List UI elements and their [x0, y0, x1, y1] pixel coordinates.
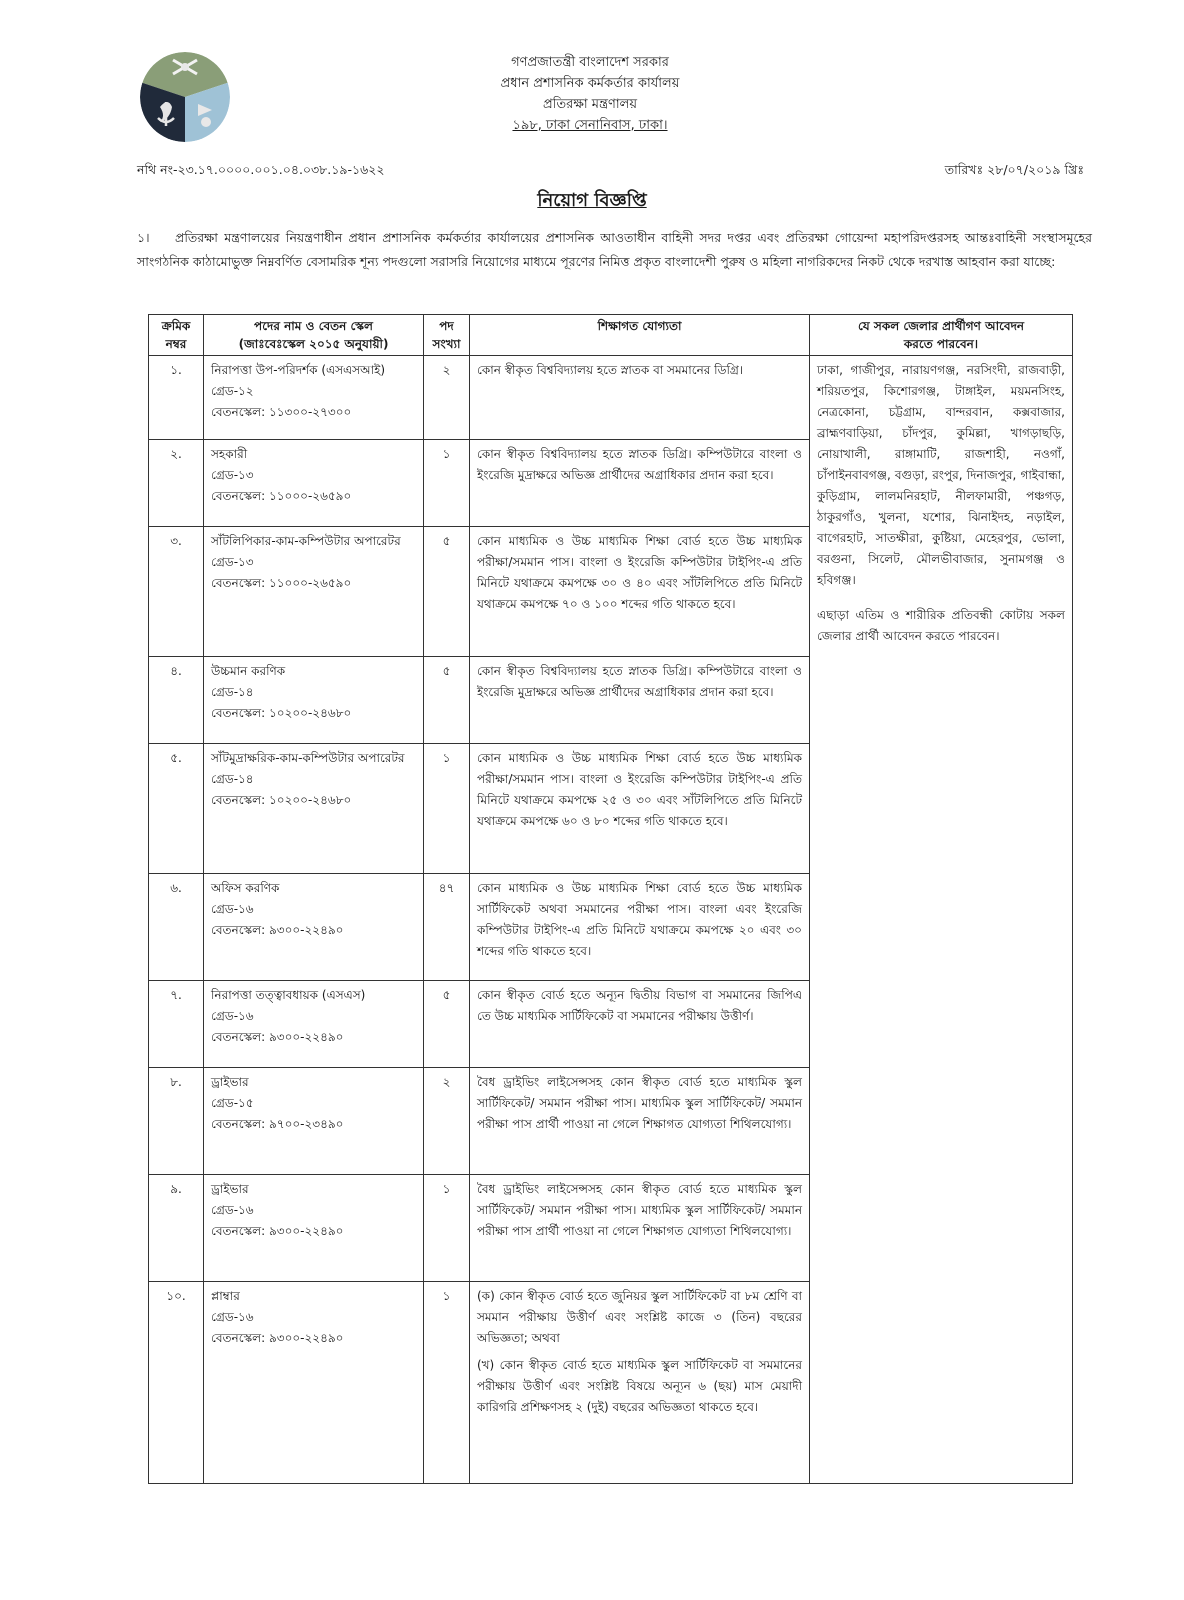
row-education: [470, 527, 810, 657]
education-text: কোন স্বীকৃত বিশ্ববিদ্যালয় হতে স্নাতক ডিগ্রি। কম্পিউটারে বাংলা ও ইংরেজি মুদ্রাক্ষরে অভিজ্ঞ প্রার্থীদের অগ্রাধিকার প্রদান করা হবে।: [477, 664, 802, 699]
row-post: [204, 356, 424, 440]
header-text: যে সকল জেলার প্রার্থীগণ আবেদন: [857, 319, 1025, 333]
post-grade: গ্রেড-১৩: [211, 555, 254, 569]
row-post: [204, 1068, 424, 1175]
header-text: সংখ্যা: [432, 337, 461, 351]
intro-text: প্রতিরক্ষা মন্ত্রণালয়ের নিয়ন্ত্রণাধীন প্রধান প্রশাসনিক কর্মকর্তার কার্যালয়ের প্রশাসনিক আওতাধীন বাহিনী সদর দপ্তর এবং প্রতিরক্ষা গোয়েন্দা মহাপরিদপ্তরসহ আন্তঃবাহিনী সংস্থাসমূহের সাংগঠনিক কাঠামোভুক্ত নিম্নবর্ণিত বেসামরিক শূন্য পদগুলো সরাসরি নিয়োগের মাধ্যমে পূরণের নিমিত্ত প্রকৃত বাংলাদেশী পুরুষ ও মহিলা নাগরিকদের নিকট থেকে দরখাস্ত আহবান করা যাচ্ছে:: [137, 230, 1092, 269]
post-name: ড্রাইভার: [211, 1075, 249, 1089]
row-count: ৫: [424, 657, 470, 744]
row-count: ১: [424, 1282, 470, 1484]
pay-scale: বেতনস্কেল: ৯৩০০-২২৪৯০: [211, 1224, 344, 1238]
pay-scale: বেতনস্কেল: ১১০০০-২৬৫৯০: [211, 576, 352, 590]
office-address: ১৯৮, ঢাকা সেনানিবাস, ঢাকা।: [512, 118, 668, 133]
row-education: [470, 1175, 810, 1282]
row-post: [204, 440, 424, 527]
intro-paragraph: [137, 226, 1092, 274]
col-header-districts: [810, 315, 1073, 356]
pay-scale: বেতনস্কেল: ৯৩০০-২২৪৯০: [211, 1030, 344, 1044]
pay-scale: বেতনস্কেল: ১১০০০-২৬৫৯০: [211, 489, 352, 503]
col-header-education: [470, 315, 810, 356]
post-grade: গ্রেড-১৬: [211, 1310, 254, 1324]
row-post: [204, 1175, 424, 1282]
row-serial: ২.: [149, 440, 204, 527]
row-count: ৫: [424, 981, 470, 1068]
row-serial: ৩.: [149, 527, 204, 657]
row-education: [470, 657, 810, 744]
col-header-serial: [149, 315, 204, 356]
header-text: ক্রমিক: [161, 319, 191, 333]
row-post: [204, 981, 424, 1068]
row-post: [204, 744, 424, 874]
page-title: নিয়োগ বিজ্ঞপ্তি: [537, 190, 647, 211]
post-name: সাঁটমুদ্রাক্ষরিক-কাম-কম্পিউটার অপারেটর: [211, 751, 405, 765]
row-serial: ৪.: [149, 657, 204, 744]
post-grade: গ্রেড-১৫: [211, 1096, 254, 1110]
post-name: নিরাপত্তা উপ-পরিদর্শক (এসএসআই) গ্রেড-১২: [211, 363, 386, 398]
education-text: কোন স্বীকৃত বিশ্ববিদ্যালয় হতে স্নাতক ডিগ্রি। কম্পিউটারে বাংলা ও ইংরেজি মুদ্রাক্ষরে অভিজ্ঞ প্রার্থীদের অগ্রাধিকার প্রদান করা হবে।: [477, 447, 802, 482]
pay-scale: বেতনস্কেল: ১০২০০-২৪৬৮০: [211, 793, 352, 807]
vacancy-table: [148, 314, 1073, 1484]
row-post: [204, 1282, 424, 1484]
paragraph-number: ১।: [137, 230, 150, 245]
row-education: [470, 981, 810, 1068]
post-grade: গ্রেড-১৩: [211, 468, 254, 482]
row-serial: ১.: [149, 356, 204, 440]
row-count: ১: [424, 440, 470, 527]
pay-scale: বেতনস্কেল: ৯৭০০-২৩৪৯০: [211, 1117, 344, 1131]
education-text: বৈধ ড্রাইভিং লাইসেন্সসহ কোন স্বীকৃত বোর্ড হতে মাধ্যমিক স্কুল সার্টিফিকেট/ সমমান পরীক্ষা পাস। মাধ্যমিক স্কুল সার্টিফিকেট/ সমমান পরীক্ষা পাস প্রার্থী পাওয়া না গেলে শিক্ষাগত যোগ্যতা শিথিলযোগ্য।: [477, 1075, 802, 1131]
table-header-row: [149, 315, 1073, 356]
row-education: [470, 440, 810, 527]
row-count: ১: [424, 1175, 470, 1282]
education-text: বৈধ ড্রাইভিং লাইসেন্সসহ কোন স্বীকৃত বোর্ড হতে মাধ্যমিক স্কুল সার্টিফিকেট/ সমমান পরীক্ষা পাস। মাধ্যমিক স্কুল সার্টিফিকেট/ সমমান পরীক্ষা পাস প্রার্থী পাওয়া না গেলে শিক্ষাগত যোগ্যতা শিথিলযোগ্য।: [477, 1182, 802, 1238]
education-text: কোন স্বীকৃত বোর্ড হতে অন্যূন দ্বিতীয় বিভাগ বা সমমানের জিপিএ তে উচ্চ মাধ্যমিক সার্টিফিকেট বা সমমানের পরীক্ষায় উত্তীর্ণ।: [477, 988, 802, 1023]
emblem-icon: [140, 52, 230, 142]
col-header-post: [204, 315, 424, 356]
row-education: [470, 1282, 810, 1484]
quota-note: এছাড়া এতিম ও শারীরিক প্রতিবন্ধী কোটায় সকল জেলার প্রার্থী আবেদন করতে পারবেন।: [817, 608, 1065, 643]
post-name: উচ্চমান করণিক: [211, 664, 286, 678]
row-serial: ১০.: [149, 1282, 204, 1484]
ministry-name: প্রতিরক্ষা মন্ত্রণালয়: [543, 97, 637, 112]
eligible-districts: [810, 356, 1073, 1484]
education-text: (খ) কোন স্বীকৃত বোর্ড হতে মাধ্যমিক স্কুল সার্টিফিকেট বা সমমানের পরীক্ষায় উত্তীর্ণ এবং সংশ্লিষ্ট বিষয়ে অন্যূন ৬ (ছয়) মাস মেয়াদী কারিগরি প্রশিক্ষণসহ ২ (দুই) বছরের অভিজ্ঞতা থাকতে হবে।: [477, 1358, 802, 1414]
row-education: [470, 1068, 810, 1175]
pay-scale: বেতনস্কেল: ৯৩০০-২২৪৯০: [211, 923, 344, 937]
education-text: কোন মাধ্যমিক ও উচ্চ মাধ্যমিক শিক্ষা বোর্ড হতে উচ্চ মাধ্যমিক পরীক্ষা/সমমান পাস। বাংলা ও ইংরেজি কম্পিউটার টাইপিং-এ প্রতি মিনিটে যথাক্রমে কমপক্ষে ২৫ ও ৩০ এবং সাঁটলিপিতে প্রতি মিনিটে যথাক্রমে কমপক্ষে ৬০ ও ৮০ শব্দের গতি থাকতে হবে।: [477, 751, 802, 828]
header-text: (জাঃবেঃস্কেল ২০১৫ অনুযায়ী): [238, 337, 389, 351]
header-text: পদের নাম ও বেতন স্কেল: [254, 319, 373, 333]
post-name: সাঁটলিপিকার-কাম-কম্পিউটার অপারেটর: [211, 534, 401, 548]
district-list: ঢাকা, গাজীপুর, নারায়ণগঞ্জ, নরসিংদী, রাজবাড়ী, শরিয়তপুর, কিশোরগঞ্জ, টাঙ্গাইল, ময়মনসিংহ, নেত্রকোনা, চট্টগ্রাম, বান্দরবান, কক্সবাজার, ব্রাহ্মণবাড়িয়া, চাঁদপুর, কুমিল্লা, খাগড়াছড়ি, নোয়াখালী, রাঙ্গামাটি, রাজশাহী, নওগাঁ, চাঁপাইনবাবগঞ্জ, বগুড়া, রংপুর, দিনাজপুর, গাইবান্ধা, কুড়িগ্রাম, লালমনিরহাট, নীলফামারী, পঞ্চগড়, ঠাকুরগাঁও, খুলনা, যশোর, ঝিনাইদহ, নড়াইল, বাগেরহাট, সাতক্ষীরা, কুষ্টিয়া, মেহেরপুর, ভোলা, বরগুনা, সিলেট, মৌলভীবাজার, সুনামগঞ্জ ও হবিগঞ্জ।: [817, 363, 1065, 587]
row-serial: ৯.: [149, 1175, 204, 1282]
row-count: ২: [424, 356, 470, 440]
header-text: নম্বর: [165, 337, 187, 351]
office-header: [440, 52, 740, 136]
office-name: প্রধান প্রশাসনিক কর্মকর্তার কার্যালয়: [500, 76, 680, 91]
row-serial: ৫.: [149, 744, 204, 874]
post-name: অফিস করণিক: [211, 881, 280, 895]
row-post: [204, 657, 424, 744]
armed-forces-emblem: [140, 52, 230, 142]
row-count: ৫: [424, 527, 470, 657]
issue-date: তারিখঃ ২৮/০৭/২০১৯ খ্রিঃ: [944, 162, 1084, 177]
row-count: ১: [424, 744, 470, 874]
government-name: গণপ্রজাতন্ত্রী বাংলাদেশ সরকার: [511, 55, 669, 70]
header-text: করতে পারবেন।: [903, 337, 979, 351]
col-header-count: [424, 315, 470, 356]
table-row: [149, 356, 1073, 440]
reference-number: নথি নং-২৩.১৭.০০০০.০০১.০৪.০৩৮.১৯-১৬২২: [137, 162, 385, 177]
pay-scale: বেতনস্কেল: ১১৩০০-২৭৩০০: [211, 405, 352, 419]
education-text: কোন স্বীকৃত বিশ্ববিদ্যালয় হতে স্নাতক বা সমমানের ডিগ্রি।: [477, 363, 744, 377]
row-education: [470, 744, 810, 874]
post-grade: গ্রেড-১৬: [211, 1203, 254, 1217]
post-name: প্লাম্বার: [211, 1289, 240, 1303]
pay-scale: বেতনস্কেল: ৯৩০০-২২৪৯০: [211, 1331, 344, 1345]
row-count: ২: [424, 1068, 470, 1175]
post-name: সহকারী: [211, 447, 248, 461]
row-serial: ৮.: [149, 1068, 204, 1175]
row-education: [470, 874, 810, 981]
row-serial: ৭.: [149, 981, 204, 1068]
education-text: কোন মাধ্যমিক ও উচ্চ মাধ্যমিক শিক্ষা বোর্ড হতে উচ্চ মাধ্যমিক সার্টিফিকেট অথবা সমমানের পরীক্ষা পাস। বাংলা এবং ইংরেজি কম্পিউটার টাইপিং-এ প্রতি মিনিটে যথাক্রমে কমপক্ষে ২০ এবং ৩০ শব্দের গতি থাকতে হবে।: [477, 881, 802, 958]
post-grade: গ্রেড-১৬: [211, 902, 254, 916]
post-grade: গ্রেড-১৪: [211, 685, 254, 699]
education-text: (ক) কোন স্বীকৃত বোর্ড হতে জুনিয়র স্কুল সার্টিফিকেট বা ৮ম শ্রেণি বা সমমান পরীক্ষায় উত্তীর্ণ এবং সংশ্লিষ্ট কাজে ৩ (তিন) বছরের অভিজ্ঞতা; অথবা: [477, 1289, 802, 1345]
row-education: [470, 356, 810, 440]
post-grade: গ্রেড-১৬: [211, 1009, 254, 1023]
row-serial: ৬.: [149, 874, 204, 981]
pay-scale: বেতনস্কেল: ১০২০০-২৪৬৮০: [211, 706, 352, 720]
row-post: [204, 527, 424, 657]
header-text: পদ: [439, 319, 454, 333]
post-grade: গ্রেড-১৪: [211, 772, 254, 786]
post-name: নিরাপত্তা তত্ত্বাবধায়ক (এসএস): [211, 988, 366, 1002]
row-count: ৪৭: [424, 874, 470, 981]
row-post: [204, 874, 424, 981]
header-text: শিক্ষাগত যোগ্যতা: [597, 319, 682, 333]
post-name: ড্রাইভার: [211, 1182, 249, 1196]
education-text: কোন মাধ্যমিক ও উচ্চ মাধ্যমিক শিক্ষা বোর্ড হতে উচ্চ মাধ্যমিক পরীক্ষা/সমমান পাস। বাংলা ও ইংরেজি কম্পিউটার টাইপিং-এ প্রতি মিনিটে যথাক্রমে কমপক্ষে ৩০ ও ৪০ এবং সাঁটলিপিতে প্রতি মিনিটে যথাক্রমে কমপক্ষে ৭০ ও ১০০ শব্দের গতি থাকতে হবে।: [477, 534, 802, 611]
